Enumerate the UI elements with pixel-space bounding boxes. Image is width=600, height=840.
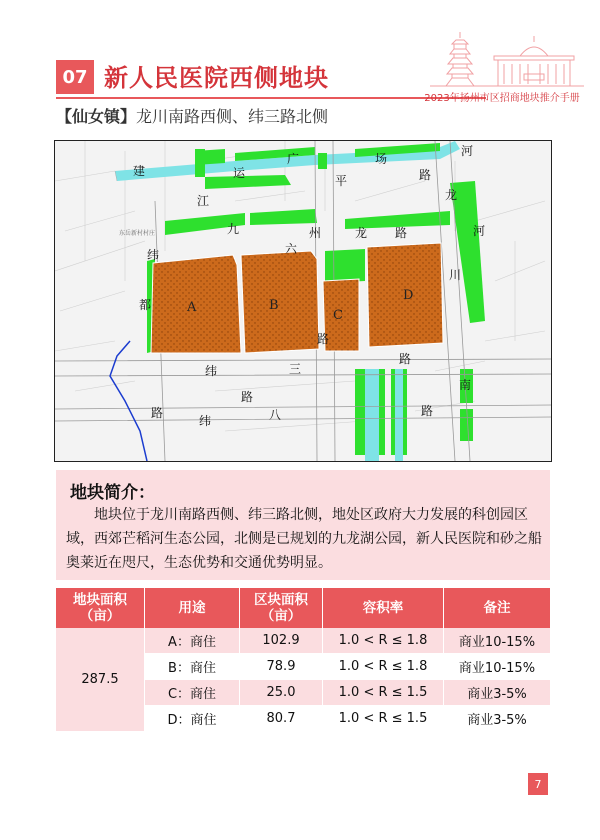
- road-char: 三: [289, 362, 302, 376]
- road-char: 运: [233, 166, 246, 180]
- plot-label-a: A: [187, 300, 197, 315]
- road-char: 广: [287, 152, 300, 166]
- note-cell: 商业10-15%: [444, 654, 551, 680]
- area-cell: 25.0: [240, 680, 323, 706]
- use-cell: B：商住: [145, 654, 240, 680]
- header-block-area: 区块面积 （亩）: [240, 588, 323, 628]
- header-use: 用途: [145, 588, 240, 628]
- road-char: 纬: [199, 414, 212, 428]
- use-cell: C：商住: [145, 680, 240, 706]
- road-char: 路: [399, 352, 412, 366]
- note-cell: 商业10-15%: [444, 628, 551, 654]
- far-cell: 1.0 < R ≤ 1.8: [323, 628, 444, 654]
- road-char: 纬: [147, 248, 160, 262]
- area-cell: 80.7: [240, 706, 323, 732]
- far-cell: 1.0 < R ≤ 1.5: [323, 680, 444, 706]
- note-cell: 商业3-5%: [444, 680, 551, 706]
- page-number: 7: [528, 773, 548, 795]
- road-char: 河: [473, 224, 486, 238]
- note-cell: 商业3-5%: [444, 706, 551, 732]
- area-cell: 78.9: [240, 654, 323, 680]
- road-char: 州: [309, 226, 322, 240]
- header-total-area: 地块面积 （亩）: [56, 588, 145, 628]
- location-text: 龙川南路西侧、纬三路北侧: [136, 107, 329, 126]
- far-cell: 1.0 < R ≤ 1.8: [323, 654, 444, 680]
- site-map-drawing: [55, 141, 551, 461]
- section-number: 07: [56, 60, 94, 94]
- plot-b: [241, 251, 319, 353]
- road-char: 八: [269, 408, 282, 422]
- road-char: 平: [335, 174, 348, 188]
- road-char: 龙: [445, 188, 458, 202]
- road-char: 路: [419, 168, 432, 182]
- town-label: 【仙女镇】: [56, 107, 137, 126]
- brochure-caption: 2023年扬州市区招商地块推介手册: [424, 93, 580, 104]
- road-char: 建: [133, 164, 146, 178]
- road-char: 路: [151, 406, 164, 420]
- far-cell: 1.0 < R ≤ 1.5: [323, 706, 444, 732]
- road-char: 六: [285, 242, 298, 256]
- use-cell: A：商住: [145, 628, 240, 654]
- road-char: 场: [375, 152, 388, 166]
- plot-label-d: D: [403, 288, 414, 303]
- road-char: 纬: [205, 364, 218, 378]
- location-subtitle: [56, 104, 328, 127]
- total-area-cell: 287.5: [56, 628, 145, 732]
- plot-label-c: C: [333, 308, 343, 323]
- site-map: [54, 140, 552, 462]
- road-char: 龙: [355, 226, 368, 240]
- road-char: 路: [317, 332, 330, 346]
- table-row: [56, 628, 550, 654]
- road-char: 路: [395, 226, 408, 240]
- intro-heading: 地块简介：: [70, 483, 155, 503]
- use-cell: D：商住: [145, 706, 240, 732]
- village-label: 东岳新村村庄: [119, 230, 156, 237]
- road-char: 南: [459, 378, 472, 392]
- intro-text: 地块位于龙川南路西侧、纬三路北侧，地处区政府大力发展的科创园区域，西郊芒稻河生态公园，北侧是已规划的九龙湖公园，新人民医院和砂之船奥莱近在咫尺，生态优势和交通优势明显。: [66, 507, 542, 571]
- plot-info-table: [56, 588, 550, 732]
- page-title: 新人民医院西侧地块: [104, 64, 329, 92]
- road-char: 江: [197, 194, 210, 208]
- plot-label-b: B: [269, 298, 279, 313]
- header-far: 容积率: [323, 588, 444, 628]
- road-char: 都: [139, 298, 152, 312]
- road-char: 川: [449, 268, 462, 282]
- road-char: 路: [241, 390, 254, 404]
- road-char: 九: [227, 222, 240, 236]
- area-cell: 102.9: [240, 628, 323, 654]
- road-char: 河: [461, 144, 474, 158]
- table-header-row: [56, 588, 550, 628]
- road-char: 路: [421, 404, 434, 418]
- header-note: 备注: [444, 588, 551, 628]
